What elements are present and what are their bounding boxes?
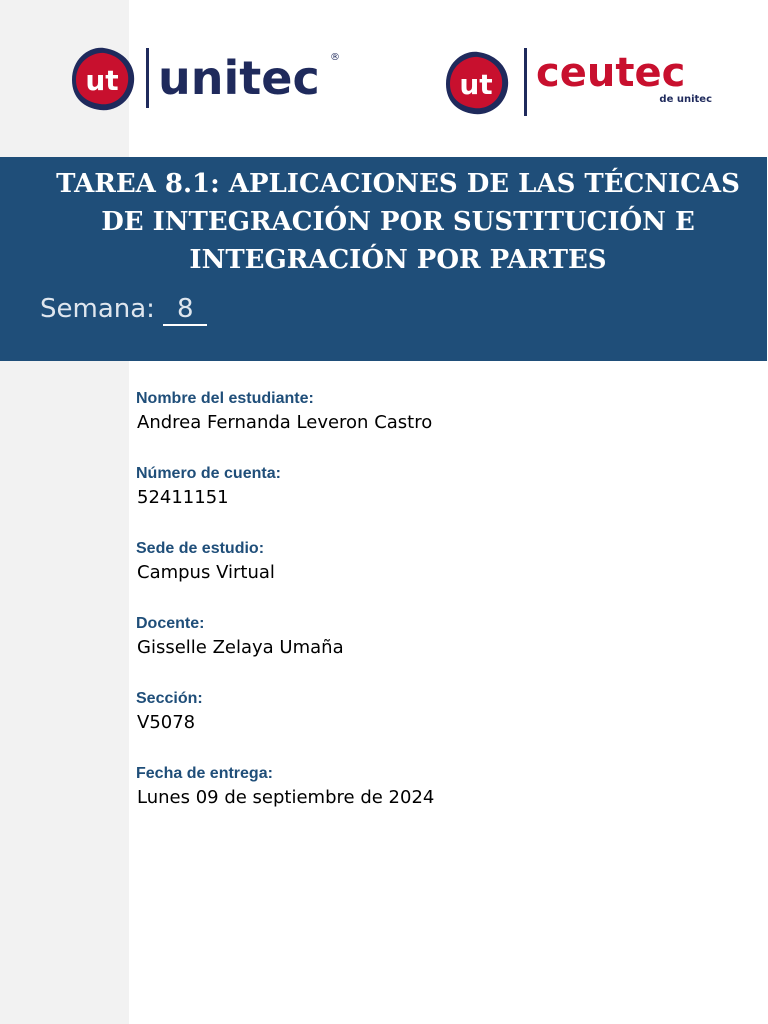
field-campus bbox=[136, 539, 736, 614]
ut-shield-icon bbox=[72, 48, 134, 110]
logo-divider bbox=[524, 48, 527, 116]
unitec-wordmark: unitec bbox=[158, 51, 320, 105]
ceutec-sub-text: de unitec bbox=[659, 94, 712, 105]
field-label: Docente: bbox=[136, 615, 205, 632]
field-student-name bbox=[136, 389, 736, 464]
ceutec-wordmark: ceutec bbox=[536, 50, 686, 96]
title-banner bbox=[0, 157, 767, 361]
ceutec-mark-text: ut bbox=[459, 68, 493, 101]
field-value: Andrea Fernanda Leveron Castro bbox=[137, 412, 433, 433]
field-label: Nombre del estudiante: bbox=[136, 390, 314, 407]
ceutec-logo bbox=[440, 40, 730, 120]
student-info bbox=[136, 389, 736, 839]
field-label: Fecha de entrega: bbox=[136, 765, 273, 782]
logo-divider bbox=[146, 48, 149, 108]
field-account-number bbox=[136, 464, 736, 539]
unitec-mark-text: ut bbox=[85, 64, 119, 97]
field-label: Sección: bbox=[136, 690, 203, 707]
field-value: V5078 bbox=[137, 712, 196, 733]
field-value: Campus Virtual bbox=[137, 562, 275, 583]
unitec-logo bbox=[62, 40, 352, 120]
week-value: 8 bbox=[163, 294, 208, 326]
field-teacher bbox=[136, 614, 736, 689]
left-margin-strip bbox=[0, 0, 129, 1024]
field-due-date bbox=[136, 764, 736, 839]
ut-shield-icon bbox=[446, 52, 508, 114]
week-row bbox=[40, 289, 207, 329]
field-label: Número de cuenta: bbox=[136, 465, 281, 482]
assignment-title: TAREA 8.1: APLICACIONES DE LAS TÉCNICAS DE INTEGRACIÓN POR SUSTITUCIÓN E INTEGRACIÓN POR PARTES bbox=[56, 169, 740, 275]
week-label: Semana: bbox=[40, 294, 155, 324]
registered-mark: ® bbox=[330, 52, 340, 63]
field-value: 52411151 bbox=[137, 487, 229, 508]
field-section bbox=[136, 689, 736, 764]
field-value: Lunes 09 de septiembre de 2024 bbox=[137, 787, 435, 808]
field-label: Sede de estudio: bbox=[136, 540, 265, 557]
field-value: Gisselle Zelaya Umaña bbox=[137, 637, 344, 658]
